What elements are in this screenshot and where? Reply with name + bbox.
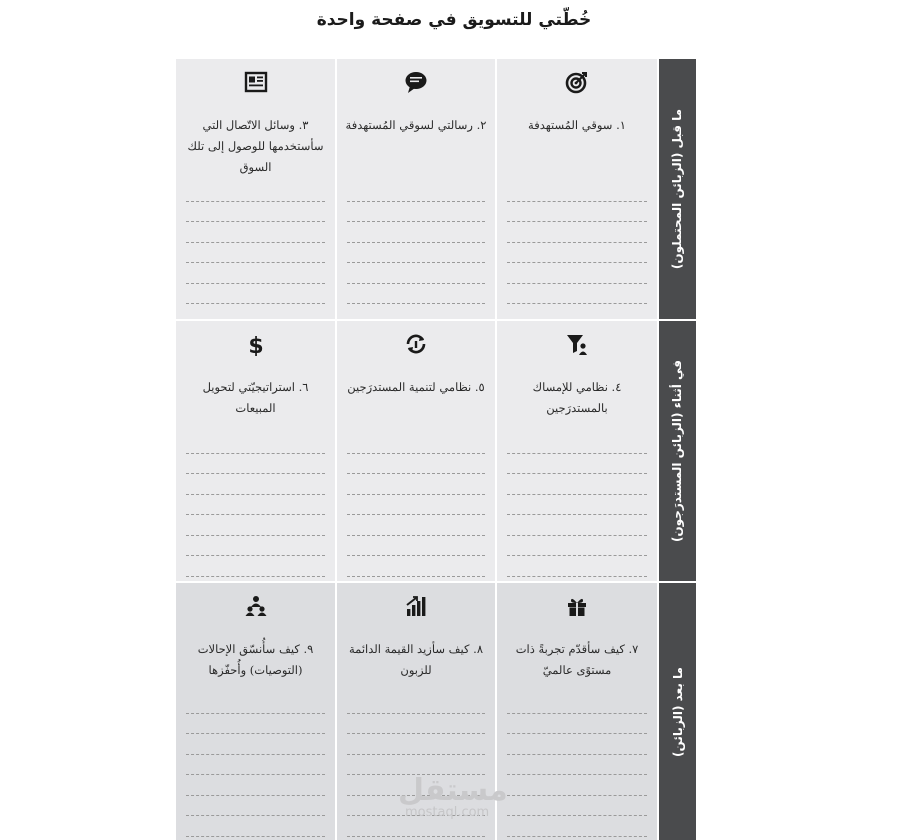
writing-lines bbox=[186, 181, 325, 304]
growth-cycle-icon bbox=[337, 331, 495, 357]
cell-label: ٨. كيف سأزيد القيمة الدائمة للزبون bbox=[349, 642, 483, 677]
cell-message bbox=[337, 59, 495, 319]
dollar-icon bbox=[176, 331, 335, 357]
page-title: خُطّتي للتسويق في صفحة واحدة bbox=[316, 10, 592, 30]
svg-text:$: $ bbox=[247, 334, 264, 356]
writing-lines bbox=[507, 181, 647, 304]
speech-bubble-icon bbox=[337, 69, 495, 95]
gift-icon bbox=[497, 593, 657, 619]
cell-label: ٦. استراتيجيّتي لتحويل المبيعات bbox=[202, 380, 309, 415]
cell-referrals bbox=[176, 583, 335, 840]
cell-world-class-experience bbox=[497, 583, 657, 840]
cell-label: ٩. كيف سأُنسّق الإحالات (التوصيات) وأُحفّزها bbox=[197, 642, 314, 677]
cell-label: ٤. نظامي للإمساك بالمستدرَجين bbox=[532, 380, 622, 415]
side-label-before: ما قبل (الزبائن المحتملون) bbox=[659, 59, 696, 319]
bar-chart-icon bbox=[337, 593, 495, 619]
cell-label: ٢. رسالتي لسوقي المُستهدفة bbox=[345, 118, 487, 132]
side-label-after: ما بعد (الزبائن) bbox=[659, 583, 696, 840]
watermark-url: mostaql.com bbox=[405, 805, 490, 820]
writing-lines bbox=[186, 433, 325, 577]
writing-lines bbox=[507, 693, 647, 837]
cell-sales-conversion bbox=[176, 321, 335, 581]
writing-lines bbox=[507, 433, 647, 577]
target-icon bbox=[497, 69, 657, 95]
cell-label: ٧. كيف سأقدّم تجربةً ذات مستوًى عالميّ bbox=[515, 642, 639, 677]
cell-media bbox=[176, 59, 335, 319]
side-label-during: في أثناء (الزبائن المستدرَجون) bbox=[659, 321, 696, 581]
writing-lines bbox=[347, 181, 485, 304]
watermark-brand: مستقل bbox=[398, 773, 508, 808]
cell-nurture-leads bbox=[337, 321, 495, 581]
writing-lines bbox=[347, 433, 485, 577]
referral-people-icon bbox=[176, 593, 335, 619]
funnel-person-icon bbox=[497, 331, 657, 357]
cell-label: ٥. نظامي لتنمية المستدرَجين bbox=[347, 380, 485, 394]
writing-lines bbox=[186, 693, 325, 837]
cell-label: ١. سوقي المُستهدفة bbox=[528, 118, 626, 132]
cell-target-market bbox=[497, 59, 657, 319]
cell-label: ٣. وسائل الاتّصال التي سأستخدمها للوصول إلى تلك السوق bbox=[187, 118, 324, 174]
cell-capture-leads bbox=[497, 321, 657, 581]
newspaper-icon bbox=[176, 69, 335, 95]
